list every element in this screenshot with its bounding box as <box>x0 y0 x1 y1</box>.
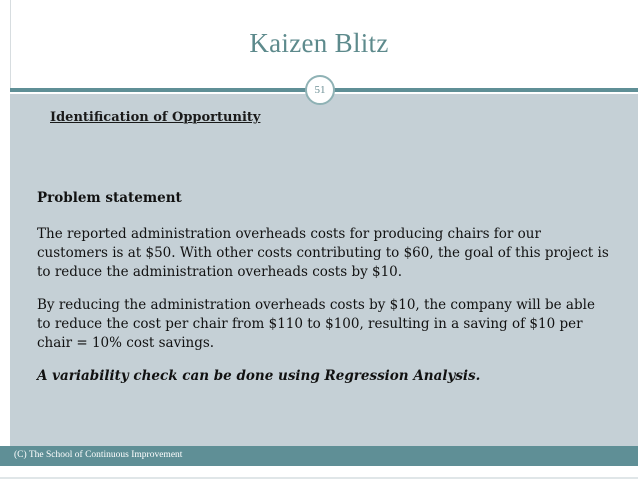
footer-copyright: (C) The School of Continuous Improvement <box>14 450 183 460</box>
problem-paragraph-2: By reducing the administration overheads costs by $10, the company will be able to reduce the cost per chair from $110 to $100, resulting in a saving of $10 per chair = 10% cost savings. <box>37 297 595 351</box>
slide-body <box>37 189 612 386</box>
problem-paragraph-1: The reported administration overheads costs for producing chairs for our customers is at $50. With other costs contributing to $60, the goal of this project is to reduce the administration overheads costs by $10. <box>37 226 609 280</box>
regression-note: A variability check can be done using Regression Analysis. <box>37 368 481 384</box>
page-number: 51 <box>314 84 326 96</box>
slide-subtitle: Identification of Opportunity <box>50 110 261 125</box>
page-number-badge <box>305 75 335 105</box>
slide-title: Kaizen Blitz <box>249 28 389 58</box>
problem-statement-heading: Problem statement <box>37 190 182 206</box>
